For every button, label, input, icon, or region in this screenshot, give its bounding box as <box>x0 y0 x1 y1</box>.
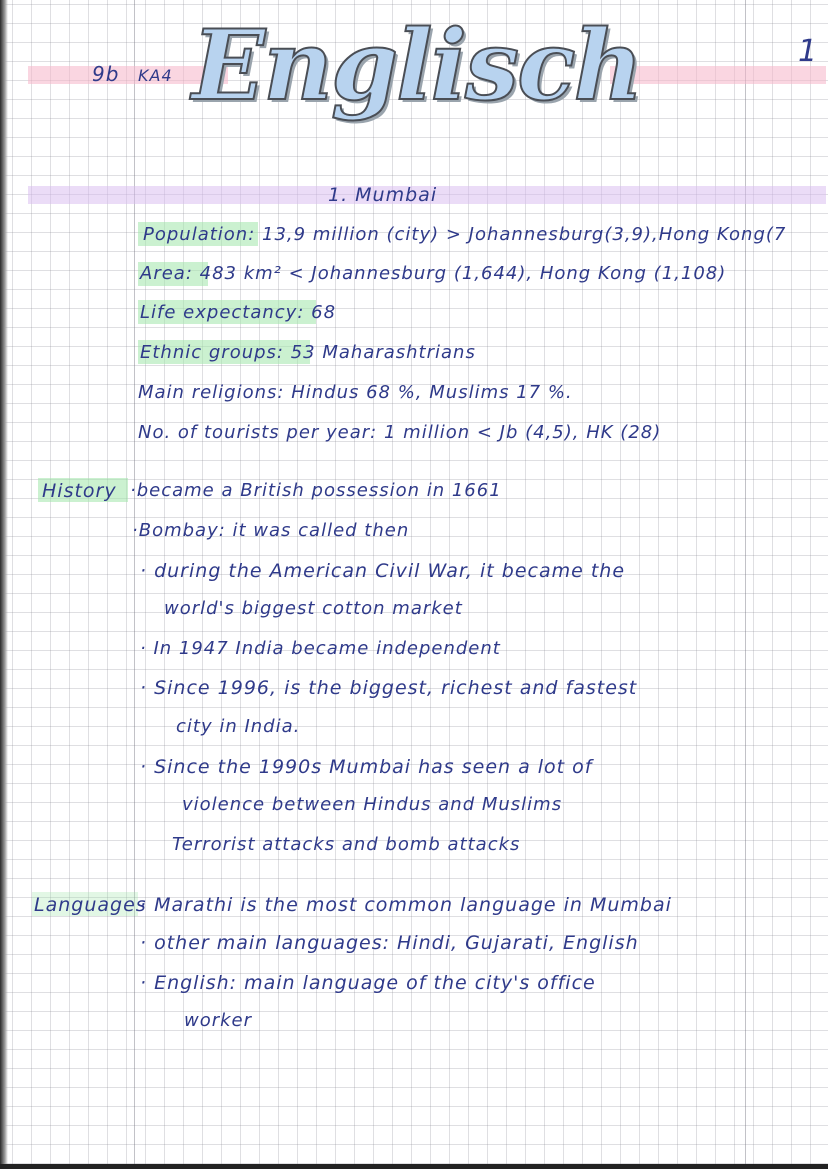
languages-line: · English: main language of the city's office <box>140 972 596 994</box>
languages-line: worker <box>184 1010 253 1031</box>
fact-label: Area: <box>140 263 193 284</box>
page-edge-shadow <box>0 0 8 1169</box>
history-line: Terrorist attacks and bomb attacks <box>172 834 521 855</box>
history-line: · Since 1996, is the biggest, richest and fastest <box>140 677 638 699</box>
fact-row <box>138 422 661 443</box>
class-label: 9b <box>92 62 120 86</box>
page-bottom-edge <box>0 1164 828 1169</box>
fact-row <box>140 302 336 323</box>
page-number: 1 <box>798 34 819 69</box>
history-label: History <box>42 480 117 502</box>
languages-line: · Marathi is the most common language in Mumbai <box>140 894 672 916</box>
history-line: city in India. <box>176 716 301 737</box>
languages-line: · other main languages: Hindi, Gujarati, English <box>140 932 639 954</box>
fact-label: Ethnic groups: <box>140 342 284 363</box>
languages-label: Languages <box>34 894 147 916</box>
history-line: world's biggest cotton market <box>164 598 463 619</box>
history-line: · In 1947 India became independent <box>140 638 501 659</box>
pink-band-right <box>610 66 826 84</box>
fact-value: 68 <box>311 302 337 323</box>
history-line: · Since the 1990s Mumbai has seen a lot of <box>140 756 593 778</box>
fact-row <box>140 263 726 284</box>
fact-label: No. of tourists per year: <box>138 422 378 443</box>
history-line: ·became a British possession in 1661 <box>130 480 502 501</box>
fact-value: Hindus 68 %, Muslims 17 %. <box>291 382 573 403</box>
page-title: Englisch <box>192 9 642 122</box>
fact-value: 1 million < Jb (4,5), HK (28) <box>384 422 662 443</box>
history-line: · during the American Civil War, it became the <box>140 560 626 582</box>
fact-value: 13,9 million (city) > Johannesburg(3,9),Hong Kong(7 <box>262 224 787 245</box>
history-line: ·Bombay: it was called then <box>132 520 410 541</box>
fact-row <box>138 382 573 403</box>
fact-label: Life expectancy: <box>140 302 305 323</box>
margin-line-right <box>745 0 746 1169</box>
fact-row <box>143 224 786 245</box>
fact-value: 483 km² < Johannesburg (1,644), Hong Kong (1,108) <box>199 263 727 284</box>
history-line: violence between Hindus and Muslims <box>182 794 563 815</box>
margin-line-left <box>134 0 135 1169</box>
exam-label: KA4 <box>138 66 173 85</box>
fact-label: Main religions: <box>138 382 285 403</box>
fact-row <box>140 342 476 363</box>
section-title: 1. Mumbai <box>328 184 438 206</box>
fact-label: Population: <box>143 224 256 245</box>
fact-value: 53 Maharashtrians <box>290 342 476 363</box>
